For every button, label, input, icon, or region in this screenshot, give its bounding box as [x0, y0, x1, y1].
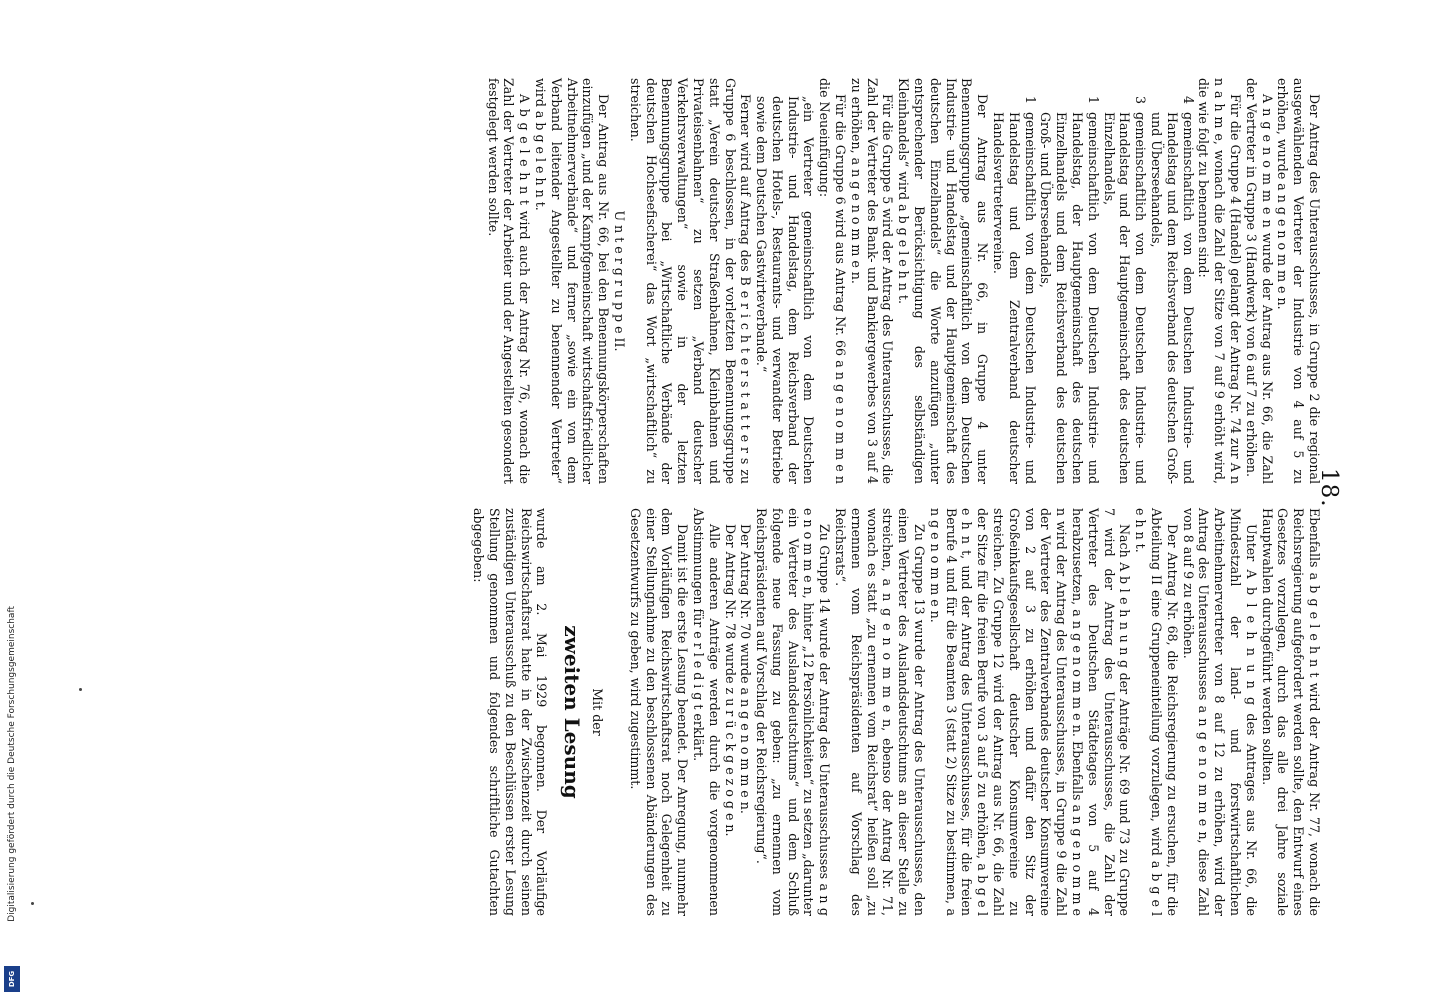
- digitization-credit-strip: [0, 0, 26, 1000]
- paragraph: A n g e n o m m e n wurde der Antrag aus Nr. 66, die Zahl der Vertreter in Gruppe 3 (Handwerk) von 6 auf 7 zu erhöhen.: [1243, 78, 1275, 484]
- list-number: 1: [1085, 95, 1101, 104]
- list-item: [1038, 94, 1101, 484]
- paragraph: Der Antrag Nr. 70 wurde a n g e n o m m e n.: [738, 524, 754, 814]
- list-text: gemeinschaftlich von dem Deutschen Industrie- und Handelstag, der Hauptgemeinschaft des deutschen Einzelhandels und dem Reichsverband des deutschen Groß- und Überseehandels,: [1038, 112, 1101, 484]
- paragraph: Unter A b l e h n u n g des Antrages aus Nr. 66, die Mindestzahl der land- und forstwirtschaftlichen Arbeitnehmervertreter von 8 auf 12 zu erhöhen, wird der Antrag des Unterausschusses a n g e n o m m e n, diese Zahl von 8 auf 9 zu erhöhen.: [1180, 508, 1259, 916]
- list-number: 1: [1022, 95, 1038, 104]
- list-text: gemeinschaftlich von dem Deutschen Industrie- und Handelstag und der Hauptgemeinschaft des deutschen Einzelhandels,: [1101, 112, 1149, 484]
- page-number: 18.: [1316, 468, 1342, 508]
- paragraph: Damit ist die erste Lesung beendet. Der Anregung, nunmehr dem Vorläufigen Reichswirtschaftsrat noch Gelegenheit zu einer Stellungnahme zu den beschlossenen Abänderungen des Gesetzentwurfs zu geben, wird zugestimmt.: [627, 508, 691, 916]
- paragraph: Der Antrag aus Nr. 66, in Gruppe 4 unter Benennungsgruppe „gemeinschaftlich von dem Deutschen Industrie- und Handelstag und der Hauptgemeinschaft des deutschen Einzelhandels“ die Worte anzufügen „unter entsprechender Berücksichtigung des selbständigen Kleinhandels“ wird a b g e l e h n t.: [896, 78, 991, 484]
- list-number: 3: [1133, 95, 1149, 104]
- quoted-insertion: „ein Vertreter gemeinschaftlich von dem Deutschen Industrie- und Handelstag, dem Reichsverband der deutschen Hotels-, Restaurants- und verwandter Betriebe sowie dem Deutschen Gastwirteverbande.“: [754, 96, 817, 484]
- paragraph: Alle anderen Anträge werden durch die vorgenommenen Abstimmungen für e r l e d i g t erklärt.: [690, 508, 722, 916]
- list-text: gemeinschaftlich von dem Deutschen Industrie- und Handelstag und dem Reichsverband des deutschen Groß- und Überseehandels,: [1149, 112, 1196, 484]
- paragraph: Zu Gruppe 14 wurde der Antrag des Unterausschusses a n g e n o m m e n, hinter „12 Persönlichkeiten“ zu setzen „darunter ein Vertreter des Auslandsdeutschtums“ und dem Schluß folgende neue Fassung zu geben: „zu ernennen vom Reichspräsidenten auf Vorschlag der Reichsregierung“.: [754, 508, 833, 916]
- list-text: gemeinschaftlich von dem Deutschen Industrie- und Handelstag und dem Zentralverband deutscher Handelsvertretervereine.: [991, 112, 1038, 484]
- list-item: [1101, 94, 1148, 484]
- paragraph: A b g e l e h n t wird auch der Antrag Nr. 76, wonach die Zahl der Vertreter der Arbeiter und der Angestellten gesondert festgelegt werden sollte.: [485, 78, 533, 484]
- paragraph: Ferner wird auf Antrag des B e r i c h t e r s t a t t e r s zu Gruppe 6 beschlossen, in der vorletzten Benennungsgruppe statt „Verein deutscher Straßenbahnen, Kleinbahnen und Privateisenbahnen“ zu setzen „Verband deutscher Verkehrsverwaltungen“ sowie in der letzten Benennungsgruppe bei „Wirtschaftliche Verbände der deutschen Hochseefischerei“ das Wort „wirtschaftlich“ zu streichen.: [627, 78, 754, 484]
- dfg-logo-icon: [4, 966, 20, 992]
- section-title: zweiten Lesung: [560, 625, 585, 799]
- paragraph: wurde am 2. Mai 1929 begonnen. Der Vorläufige Reichswirtschaftsrat hatte in der Zwischenzeit durch seinen zuständigen Unterausschuß zu den Beschlüssen erster Lesung Stellung genommen und folgendes schriftliche Gutachten abgegeben:: [471, 508, 550, 916]
- paragraph: Für die Gruppe 4 (Handel) gelangt der Antrag Nr. 74 zur A n n a h m e, wonach die Zahl der Sitze von 7 auf 9 erhöht wird, die wie folgt zu benennen sind:: [1196, 78, 1244, 484]
- seat-list: [990, 78, 1195, 484]
- speck-mark: [79, 688, 82, 691]
- list-number: 4: [1180, 95, 1196, 104]
- left-column: [485, 78, 1322, 484]
- right-column: [470, 508, 1322, 916]
- list-item: [1148, 94, 1195, 484]
- paragraph: Nach A b l e h n u n g der Anträge Nr. 69 und 73 zu Gruppe 7 wird der Antrag des Unterausschusses, die Zahl der Vertreter des Deutschen Städtetages von 5 auf 4 herabzusetzen, a n g e n o m m e n. Ebenfalls a n g e n o m m e n wird der Antrag des Unterausschusses, in Gruppe 9 die Zahl der Vertreter des Zentralverbandes deutscher Konsumvereine von 2 auf 3 zu erhöhen und dafür den Sitz der Großeinkaufsgesellschaft deutscher Konsumvereine zu streichen. Zu Gruppe 12 wird der Antrag aus Nr. 66, die Zahl der Sitze für die freien Berufe von 3 auf 5 zu erhöhen, a b g e l e h n t, und der Antrag des Unterausschusses, für die freien Berufe 4 und für die Beamten 3 (statt 2) Sitze zu bestimmen, a n g e n o m m e n.: [927, 508, 1133, 916]
- list-item: [990, 94, 1037, 484]
- section-heading: U n t e r g r u p p e II.: [611, 210, 627, 352]
- lead-in-text: Mit der: [589, 688, 605, 736]
- paragraph: Der Antrag Nr. 78 wurde z u r ü c k g e z o g e n.: [722, 524, 738, 837]
- dfg-logo-text: DFG: [8, 970, 16, 988]
- speck-mark: [31, 902, 34, 905]
- paragraph: Für die Gruppe 6 wird aus Antrag Nr. 66 a n g e n o m m e n die Neueinfügung:: [817, 78, 849, 484]
- paragraph: Der Antrag Nr. 68, die Reichsregierung zu ersuchen, für die Abteilung II eine Gruppeneinteilung vorzulegen, wird a b g e l e h n t.: [1133, 508, 1180, 916]
- paragraph: Für die Gruppe 5 wird der Antrag des Unterausschusses, die Zahl der Vertreter des Bank- und Bankiergewerbes von 3 auf 4 zu erhöhen, a n g e n o m m e n.: [848, 78, 896, 484]
- paragraph: Der Antrag des Unterausschusses, in Gruppe 2 die regional ausgewählenden Vertreter der Industrie von 4 auf 5 zu erhöhen, wurde a n g e n o m m e n.: [1275, 78, 1322, 484]
- paragraph: Ebenfalls a b g e l e h n t wird der Antrag Nr. 77, wonach die Reichsregierung aufgefordert werden sollte, den Entwurf eines Gesetzes vorzulegen, durch das alle drei Jahre soziale Hauptwahlen durchgeführt werden sollten.: [1259, 508, 1322, 916]
- paragraph: Der Antrag aus Nr. 66, bei den Benennungskörperschaften einzufügen „und der Kampfgemeinschaft wirtschaftsfriedlicher Arbeitnehmerverbände“ und ferner „sowie ein von dem Verband leitender Angestellter zu benennender Vertreter“ wird a b g e l e h n t.: [532, 78, 612, 484]
- digitization-credit: Digitalisierung gefördert durch die Deutsche Forschungsgemeinschaft: [7, 606, 17, 922]
- paragraph: Zu Gruppe 13 wurde der Antrag des Unterausschusses, den einen Vertreter des Auslandsdeutschtums an dieser Stelle zu streichen, a n g e n o m m e n, ebenso der Antrag Nr. 71, wonach es statt „zu ernennen vom Reichsrat“ heißen soll „zu ernennen vom Reichspräsidenten auf Vorschlag des Reichsrats“.: [833, 508, 928, 916]
